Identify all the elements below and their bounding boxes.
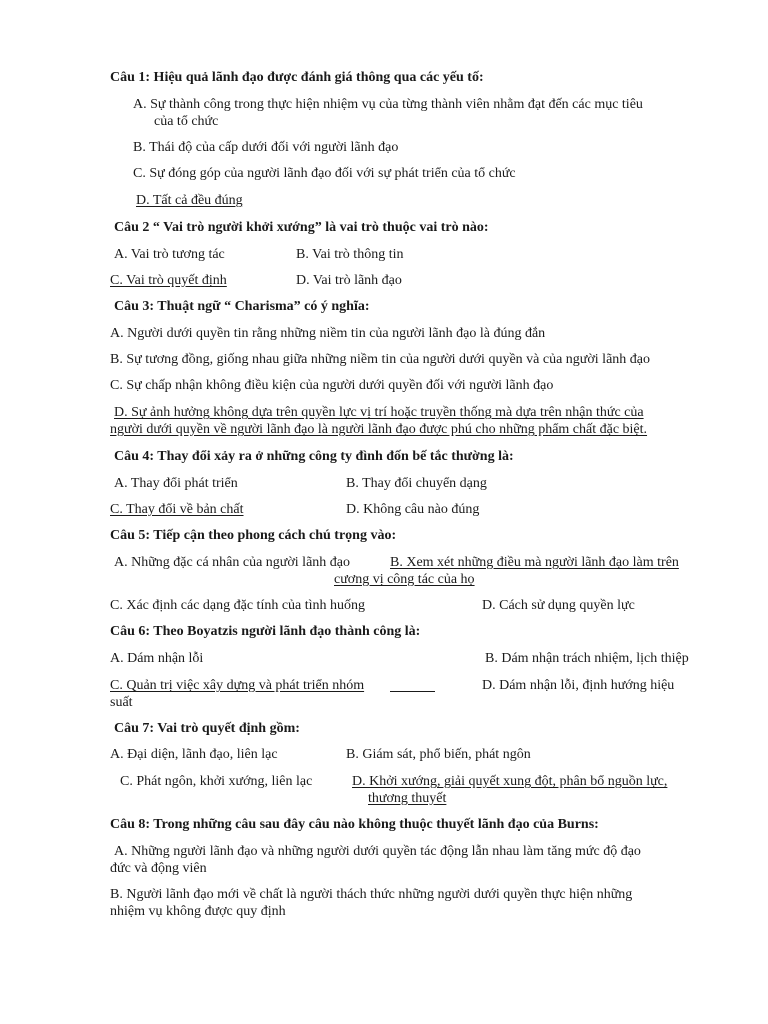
question-6-title: Câu 6: Theo Boyatzis người lãnh đạo thành công là: <box>110 624 421 639</box>
question-3-option-c: C. Sự chấp nhận không điều kiện của người dưới quyền đối với người lãnh đạo <box>110 378 554 393</box>
question-2-option-d: D. Vai trò lãnh đạo <box>296 273 402 288</box>
question-4-option-d: D. Không câu nào đúng <box>346 502 480 517</box>
question-7-option-b: B. Giám sát, phổ biến, phát ngôn <box>346 747 531 762</box>
question-8-option-b: B. Người lãnh đạo mới về chất là người thách thức những người dưới quyền thực hiện những <box>110 887 633 902</box>
question-1-title: Câu 1: Hiệu quả lãnh đạo được đánh giá thông qua các yếu tố: <box>110 70 484 85</box>
question-1-option-c: C. Sự đóng góp của người lãnh đạo đối với sự phát triển của tổ chức <box>133 166 516 181</box>
question-3-option-a: A. Người dưới quyền tin rằng những niềm tin của người lãnh đạo là đúng đắn <box>110 326 546 341</box>
question-4-title: Câu 4: Thay đổi xảy ra ở những công ty đình đốn bế tắc thường là: <box>114 449 514 464</box>
question-5-option-a: A. Những đặc cá nhân của người lãnh đạo <box>114 555 351 570</box>
question-7-option-a: A. Đại diện, lãnh đạo, liên lạc <box>110 747 278 762</box>
question-3-title: Câu 3: Thuật ngữ “ Charisma” có ý nghĩa: <box>114 299 370 314</box>
question-8-option-a-cont: đức và động viên <box>110 861 207 876</box>
question-1-option-d-answer: D. Tất cả đều đúng <box>136 193 243 208</box>
question-2-option-a: A. Vai trò tương tác <box>114 247 225 262</box>
question-6-option-b: B. Dám nhận trách nhiệm, lịch thiệp <box>485 651 689 666</box>
question-6-option-a: A. Dám nhận lỗi <box>110 651 204 666</box>
question-6-option-c-answer: C. Quản trị việc xây dựng và phát triển nhóm <box>110 678 365 693</box>
question-4-option-c-answer: C. Thay đổi về bản chất <box>110 502 244 517</box>
question-3-option-d-answer: D. Sự ảnh hưởng không dựa trên quyền lực vị trí hoặc truyền thống mà dựa trên nhận thức của <box>114 405 644 420</box>
question-6-option-d: D. Dám nhận lỗi, định hướng hiệu <box>482 678 675 693</box>
question-3-option-d-answer-cont: người dưới quyền về người lãnh đạo là người lãnh đạo được phú cho những phẩm chất đặc biệt. <box>110 422 648 437</box>
question-1-option-b: B. Thái độ của cấp dưới đối với người lãnh đạo <box>133 140 399 155</box>
question-2-title: Câu 2 “ Vai trò người khởi xướng” là vai trò thuộc vai trò nào: <box>114 220 489 235</box>
question-5-title: Câu 5: Tiếp cận theo phong cách chú trọng vào: <box>110 528 397 543</box>
question-8-option-a: A. Những người lãnh đạo và những người dưới quyền tác động lẫn nhau làm tăng mức độ đạo <box>114 844 641 859</box>
question-7-option-d-answer-cont: thương thuyết <box>368 791 447 806</box>
question-6-option-d-cont: suất <box>110 695 133 710</box>
question-2-option-c-answer: C. Vai trò quyết định <box>110 273 227 288</box>
question-5-option-b-answer-cont: cương vị công tác của họ <box>334 572 475 587</box>
question-4-option-b: B. Thay đổi chuyển dạng <box>346 476 487 491</box>
question-7-option-c: C. Phát ngôn, khởi xướng, liên lạc <box>120 774 313 789</box>
question-5-option-c: C. Xác định các dạng đặc tính của tình huống <box>110 598 366 613</box>
question-2-option-b: B. Vai trò thông tin <box>296 247 404 262</box>
answer-underline-extension <box>390 691 435 692</box>
question-1-option-a-cont: của tổ chức <box>154 114 219 129</box>
question-7-option-d-answer: D. Khởi xướng, giải quyết xung đột, phân bổ nguồn lực, <box>352 774 668 789</box>
question-4-option-a: A. Thay đổi phát triển <box>114 476 238 491</box>
question-1-option-a: A. Sự thành công trong thực hiện nhiệm vụ của từng thành viên nhằm đạt đến các mục tiêu <box>133 97 643 112</box>
question-8-option-b-cont: nhiệm vụ không được quy định <box>110 904 286 919</box>
question-5-option-b-answer: B. Xem xét những điều mà người lãnh đạo làm trên <box>390 555 679 570</box>
question-3-option-b: B. Sự tương đồng, giống nhau giữa những niềm tin của người dưới quyền và của người lãnh đạo <box>110 352 650 367</box>
question-7-title: Câu 7: Vai trò quyết định gồm: <box>114 721 300 736</box>
question-8-title: Câu 8: Trong những câu sau đây câu nào không thuộc thuyết lãnh đạo của Burns: <box>110 817 599 832</box>
question-5-option-d: D. Cách sử dụng quyền lực <box>482 598 635 613</box>
